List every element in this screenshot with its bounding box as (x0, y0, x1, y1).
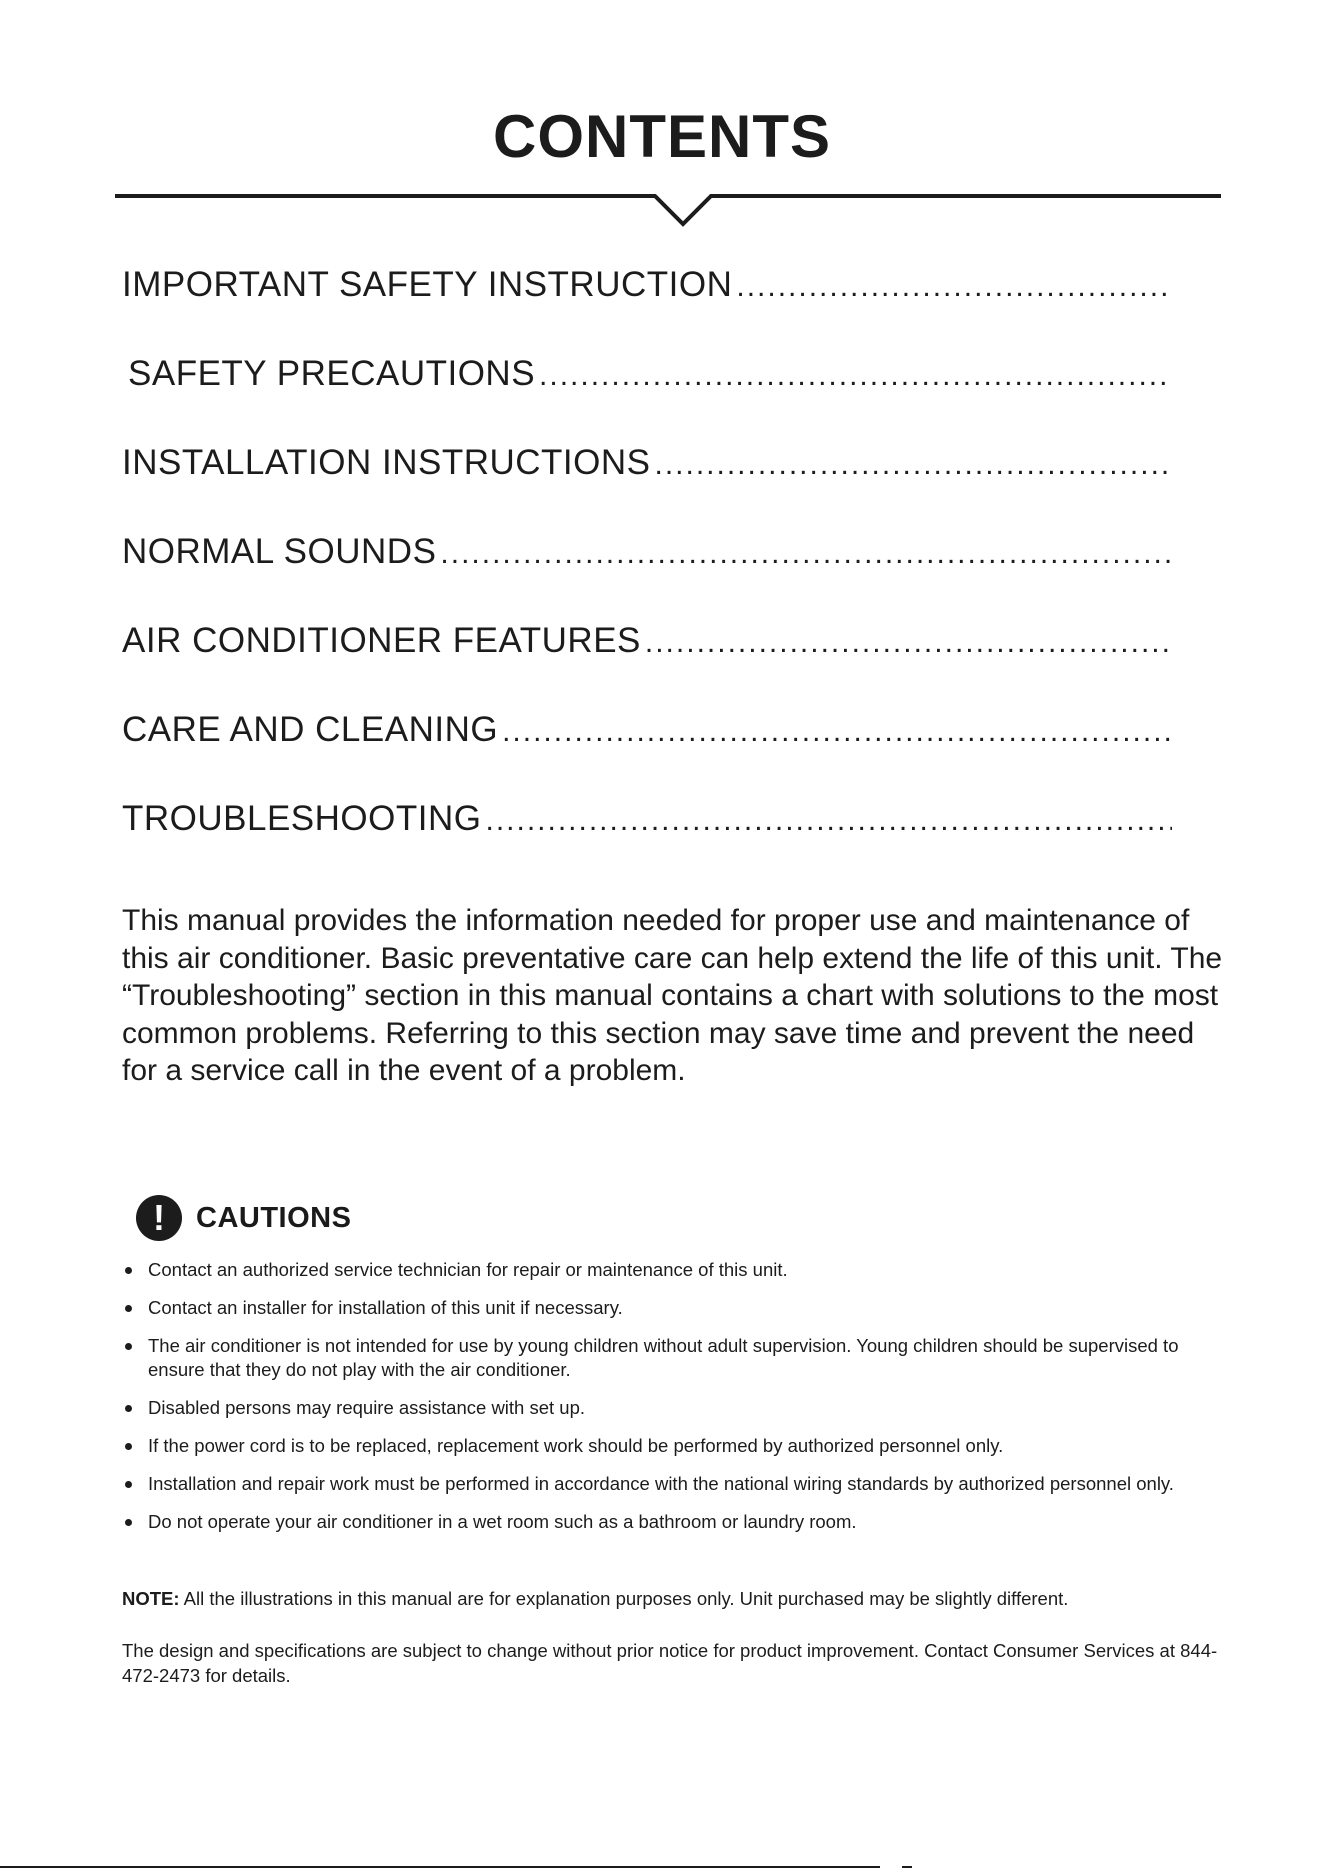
toc-entry-troubleshooting[interactable] (122, 799, 1172, 888)
note-paragraph (122, 1587, 1232, 1611)
cautions-list (122, 1258, 1227, 1548)
table-of-contents (122, 265, 1172, 888)
caution-item: The air conditioner is not intended for use by young children without adult supervision. Young children should be supervised to ensure that they do not play with the air conditioner. (122, 1334, 1227, 1382)
caution-item: If the power cord is to be replaced, replacement work should be performed by authorized personnel only. (122, 1434, 1227, 1458)
footer-mark (902, 1866, 912, 1868)
toc-entry-care-cleaning[interactable] (122, 710, 1172, 799)
caution-item: Contact an authorized service technician for repair or maintenance of this unit. (122, 1258, 1227, 1282)
toc-leader-dots (440, 537, 1172, 571)
toc-entry-label: IMPORTANT SAFETY INSTRUCTION (122, 265, 733, 304)
toc-entry-label: TROUBLESHOOTING (122, 799, 482, 838)
toc-entry-installation[interactable] (122, 443, 1172, 532)
intro-paragraph: This manual provides the information needed for proper use and maintenance of this air conditioner. Basic preventative care can help extend the life of this unit. The “Troubleshooting” section in this manual contains a chart with solutions to the most common problems. Referring to this section may save time and prevent the need for a service call in the event of a problem. (122, 904, 1223, 1087)
toc-entry-label: NORMAL SOUNDS (122, 532, 437, 571)
caution-item: Disabled persons may require assistance with set up. (122, 1396, 1227, 1420)
cautions-title: CAUTIONS (196, 1201, 352, 1234)
caution-item: Do not operate your air conditioner in a wet room such as a bathroom or laundry room. (122, 1510, 1227, 1534)
design-notice: The design and specifications are subject to change without prior notice for product improvement. Contact Consumer Services at 844-472-2473 for details. (122, 1640, 1218, 1686)
toc-leader-dots (539, 359, 1172, 393)
toc-entry-label: INSTALLATION INSTRUCTIONS (122, 443, 651, 482)
toc-leader-dots (502, 715, 1172, 749)
cautions-heading (136, 1195, 351, 1241)
toc-entry-features[interactable] (122, 621, 1172, 710)
page-title: CONTENTS (493, 103, 831, 170)
toc-entry-label: SAFETY PRECAUTIONS (128, 354, 536, 393)
toc-entry-label: AIR CONDITIONER FEATURES (122, 621, 641, 660)
footer-rule (0, 1866, 880, 1868)
toc-entry-safety-precautions[interactable] (122, 354, 1172, 443)
caution-item: Contact an installer for installation of this unit if necessary. (122, 1296, 1227, 1320)
toc-entry-label: CARE AND CLEANING (122, 710, 499, 749)
toc-leader-dots (485, 804, 1172, 838)
title-divider (115, 188, 1221, 228)
toc-leader-dots (645, 626, 1172, 660)
exclamation-circle-icon: ! (136, 1195, 182, 1241)
note-text: All the illustrations in this manual are for explanation purposes only. Unit purchased may be slightly different. (179, 1588, 1069, 1609)
note-label: NOTE: (122, 1588, 180, 1609)
caution-item: Installation and repair work must be performed in accordance with the national wiring standards by authorized personnel only. (122, 1472, 1227, 1496)
toc-entry-normal-sounds[interactable] (122, 532, 1172, 621)
toc-leader-dots (654, 448, 1172, 482)
toc-leader-dots (736, 270, 1172, 304)
toc-entry-important-safety[interactable] (122, 265, 1172, 354)
